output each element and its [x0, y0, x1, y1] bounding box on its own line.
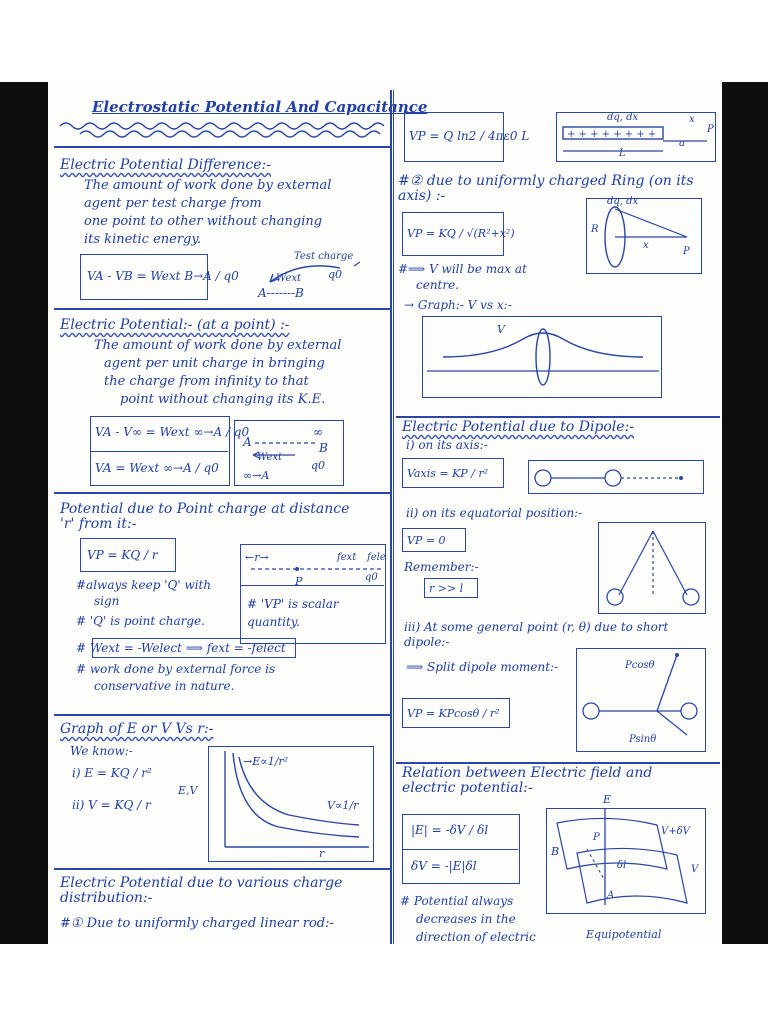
curve-label-v: V∝1/r: [327, 799, 359, 812]
dipole-equatorial-box: [598, 522, 706, 614]
divider: [91, 451, 228, 452]
equation-line: conservative in nature.: [94, 679, 235, 693]
text-equatorial: ii) on its equatorial position:-: [406, 506, 583, 520]
divider: [396, 416, 720, 418]
right-border: [722, 82, 768, 944]
formula-va: VA = Wext ∞→A / q0: [95, 461, 219, 475]
fig-label-q0: q0: [311, 459, 326, 472]
formula-box: [80, 538, 176, 572]
figure-box: [234, 420, 344, 486]
dipole-axis-fig: [529, 461, 705, 495]
general-point-text: iii) At some general point (r, θ) due to short dipole:-: [404, 620, 669, 649]
divider: [54, 492, 390, 494]
text-line: point without changing its K.E.: [120, 392, 326, 407]
fig-label-r: ←r→: [245, 551, 269, 564]
equipotential-figure-box: [546, 793, 706, 914]
fig-label-wext: Wext: [257, 452, 283, 463]
fig-label-vdv: V+δV: [661, 826, 690, 837]
text-line: The amount of work done by external: [84, 178, 332, 193]
formula-box: [402, 528, 466, 552]
fig-label-x: x: [689, 114, 695, 125]
formula-box: [404, 112, 530, 162]
fig-label-dq: dq, dx: [607, 196, 639, 207]
page-title: Electrostatic Potential And Capacitance: [92, 98, 428, 116]
fig-label-inf-to-a: ∞→A: [243, 469, 270, 482]
axis-label-v: V: [497, 323, 505, 336]
note-line: sign: [94, 594, 120, 608]
fig-label-p: P: [295, 575, 303, 588]
ring-graph: [423, 317, 663, 399]
section-heading-potential-difference: Electric Potential Difference:-: [60, 157, 271, 173]
formula-delta-v: δV = -|E|δl: [411, 859, 477, 873]
svg-text:+ + + + + + + +: + + + + + + + +: [567, 129, 657, 140]
ring-lines: [587, 199, 703, 275]
curve-label-e: →E∝1/r²: [243, 755, 289, 768]
fig-label-v: V: [691, 864, 699, 875]
text-line: agent per unit charge in bringing: [104, 356, 325, 371]
fig-lines: [235, 421, 345, 487]
formula-va-minus-vinf: VA - V∞ = Wext ∞→A / q0: [95, 425, 250, 439]
fig-label-p: P: [707, 124, 714, 135]
axis-label-ev: E,V: [178, 784, 198, 797]
dipole-general-fig: [577, 649, 707, 753]
fig-label-q0: q0: [365, 572, 378, 583]
divider: [54, 868, 390, 870]
left-border: [0, 82, 48, 944]
formula-box: [80, 254, 239, 300]
text-we-know: We know:-: [70, 744, 133, 758]
equipotential-fig: [547, 809, 707, 915]
formula-box: [90, 416, 250, 486]
box-note: # 'VP' is scalar quantity.: [247, 597, 339, 629]
fig-label-test-charge: Test charge: [294, 251, 354, 262]
formula-e-field: |E| = -δV / δl: [411, 823, 489, 837]
text-line: one point to other without changing: [84, 214, 323, 229]
section-heading-relation: [402, 766, 702, 796]
formula-box: [402, 212, 515, 256]
text-remember: Remember:-: [404, 560, 479, 574]
rod-figure-box: [556, 112, 716, 162]
formula-potential-difference: VA - VB = Wext B→A / q0: [87, 269, 239, 283]
rod-lines: [557, 113, 717, 163]
formula-box: [402, 814, 520, 884]
section-heading-graph: Graph of E or V Vs r:-: [60, 721, 214, 737]
fig-label-l: L: [619, 148, 626, 159]
note-line: # 'Q' is point charge.: [76, 614, 205, 628]
heading-text: #② due to uniformly charged Ring (on its axis) :-: [398, 173, 694, 204]
text-graph: → Graph:- V vs x:-: [404, 298, 512, 312]
text-line: agent per test charge from: [84, 196, 262, 211]
graph-box: [208, 746, 374, 862]
text-line: its kinetic energy.: [84, 232, 202, 247]
text-split: ⟹ Split dipole moment:-: [406, 660, 559, 674]
item-linear-rod: #① Due to uniformly charged linear rod:-: [60, 916, 334, 931]
fig-label-b: B: [551, 845, 560, 858]
fig-label-dl: δl: [617, 860, 627, 871]
remember-text: r >> l: [429, 582, 464, 595]
formula-box: [402, 458, 504, 488]
fig-label-fext: fext: [337, 552, 357, 563]
column-divider: [390, 90, 394, 944]
note-line: centre.: [416, 278, 460, 292]
heading-text: Potential due to Point charge at distance 'r' from it:-: [60, 501, 350, 532]
formula-general: VP = KPcosθ / r²: [407, 707, 500, 720]
note-line: direction of electric: [416, 930, 536, 944]
note-line: # Potential always: [400, 894, 514, 908]
equation-line: # Wext = -Welect ⟹ fext = -felect: [76, 641, 286, 655]
fig-label-equipotential: Equipotential: [586, 928, 662, 941]
divider: [403, 849, 518, 850]
note-line: decreases in the: [416, 912, 516, 926]
section-heading-electric-potential: Electric Potential:- (at a point) :-: [60, 317, 290, 333]
fig-label-a: a: [679, 138, 685, 149]
title-underline: [60, 120, 390, 140]
text-general-point: [404, 620, 704, 650]
fig-label-e: E: [603, 793, 612, 806]
formula-e: i) E = KQ / r²: [72, 766, 152, 780]
formula-vp-zero: VP = 0: [407, 534, 446, 547]
section-heading-dipole: Electric Potential due to Dipole:-: [402, 419, 635, 435]
fig-label-p: P: [593, 832, 600, 843]
formula-rod: VP = Q ln2 / 4πε0 L: [409, 129, 530, 143]
note-line: #always keep 'Q' with: [76, 578, 212, 592]
fig-label-a: A: [243, 435, 252, 449]
divider: [396, 762, 720, 764]
fig-label-pcos: Pcosθ: [625, 660, 655, 671]
fig-label-psin: Psinθ: [629, 734, 657, 745]
heading-text: Electric Potential due to various charge distribution:-: [60, 875, 343, 906]
fig-label-q0: q0: [328, 268, 343, 281]
fig-label-fele: fele: [367, 552, 386, 563]
fig-label-a: A: [607, 890, 615, 901]
axis-label-r: r: [319, 847, 325, 860]
right-column: [396, 82, 720, 944]
formula-vp: VP = KQ / r: [87, 548, 158, 562]
text-on-axis: i) on its axis:-: [406, 438, 488, 452]
formula-ring: VP = KQ / √(R²+x²): [407, 227, 515, 240]
text-line: the charge from infinity to that: [104, 374, 309, 389]
dipole-eq-fig: [599, 523, 707, 615]
remember-box: [424, 578, 478, 598]
fig-label-wext: Wext: [276, 273, 302, 284]
fig-label-p: P: [683, 246, 690, 257]
divider: [54, 146, 390, 148]
text-line: The amount of work done by external: [94, 338, 342, 353]
divider: [241, 585, 384, 586]
divider: [54, 308, 390, 310]
ring-graph-box: [422, 316, 662, 398]
fig-label-ab: A-------B: [258, 286, 304, 300]
ring-figure-box: [586, 198, 702, 274]
bottom-margin: [0, 944, 768, 1024]
fig-lines: [241, 545, 387, 585]
dipole-general-box: [576, 648, 706, 752]
formula-box: [402, 698, 510, 728]
section-heading-distribution: [60, 876, 360, 906]
figure-box: [240, 544, 386, 644]
divider: [54, 714, 390, 716]
formula-v: ii) V = KQ / r: [72, 798, 151, 812]
dipole-axis-box: [528, 460, 704, 494]
section-heading-point-charge: [60, 502, 360, 532]
fig-label-inf: ∞: [313, 425, 323, 439]
heading-text: Relation between Electric field and electric potential:-: [402, 765, 653, 796]
fig-label-dq: dq, dx: [607, 112, 639, 123]
fig-label-x: x: [643, 240, 649, 251]
top-margin: [0, 0, 768, 82]
notes-page: [48, 82, 722, 944]
equation-line: # work done by external force is: [76, 662, 276, 676]
formula-vaxis: Vaxis = KP / r²: [407, 467, 489, 480]
note-line: #⟹ V will be max at: [398, 262, 527, 276]
fig-label-b: B: [319, 441, 328, 455]
fig-label-r: R: [591, 224, 599, 235]
